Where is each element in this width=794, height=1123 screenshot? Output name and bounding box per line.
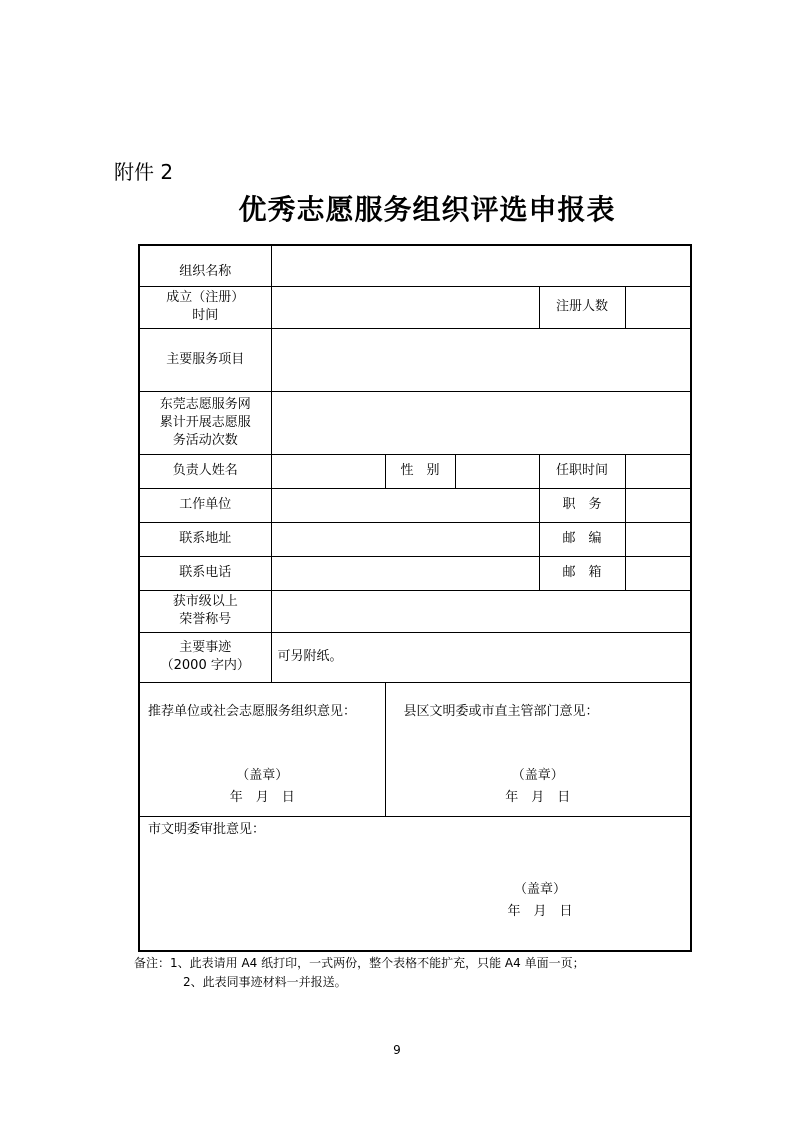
field-work-unit[interactable]: [271, 488, 539, 522]
note-line-2: 2、此表同事迹材料一并报送。: [183, 975, 347, 989]
field-deeds[interactable]: 可另附纸。: [271, 632, 691, 682]
field-email[interactable]: [625, 556, 691, 590]
city-opinion-cell[interactable]: [139, 816, 691, 951]
label-leader-name: 负责人姓名: [139, 454, 271, 488]
label-tenure: 任职时间: [539, 454, 625, 488]
label-postcode: 邮 编: [539, 522, 625, 556]
district-seal: （盖章）: [511, 767, 564, 783]
label-founded: 成立（注册） 时间: [139, 286, 271, 328]
label-reg-count: 注册人数: [539, 286, 625, 328]
label-honors: 获市级以上 荣誉称号: [139, 590, 271, 632]
city-seal: （盖章）: [513, 881, 566, 897]
field-founded[interactable]: [271, 286, 539, 328]
form-title: 优秀志愿服务组织评选申报表: [238, 193, 616, 226]
label-main-projects: 主要服务项目: [139, 328, 271, 391]
label-work-unit: 工作单位: [139, 488, 271, 522]
label-org-name: 组织名称: [139, 245, 271, 286]
note-line-1: 备注：1、此表请用 A4 纸打印，一式两份，整个表格不能扩充，只能 A4 单面一页；: [134, 956, 585, 970]
label-email: 邮 箱: [539, 556, 625, 590]
field-reg-count[interactable]: [625, 286, 691, 328]
recommend-opinion-label: 推荐单位或社会志愿服务组织意见：: [148, 703, 357, 719]
label-gender: 性 别: [385, 454, 455, 488]
recommend-opinion-cell[interactable]: [139, 682, 385, 816]
field-gender[interactable]: [455, 454, 539, 488]
application-form-table: [138, 244, 692, 952]
notes: [134, 954, 585, 992]
label-deeds: 主要事迹 （2000 字内）: [139, 632, 271, 682]
label-activity-count: 东莞志愿服务网 累计开展志愿服 务活动次数: [139, 391, 271, 454]
city-opinion-label: 市文明委审批意见：: [148, 821, 266, 837]
field-phone[interactable]: [271, 556, 539, 590]
recommend-date: 年 月 日: [229, 789, 295, 805]
field-main-projects[interactable]: [271, 328, 691, 391]
label-phone: 联系电话: [139, 556, 271, 590]
label-position: 职 务: [539, 488, 625, 522]
field-leader-name[interactable]: [271, 454, 385, 488]
field-activity-count[interactable]: [271, 391, 691, 454]
field-honors[interactable]: [271, 590, 691, 632]
city-date: 年 月 日: [507, 903, 573, 919]
page-number: 9: [393, 1043, 401, 1057]
field-position[interactable]: [625, 488, 691, 522]
district-opinion-cell[interactable]: [385, 682, 691, 816]
field-address[interactable]: [271, 522, 539, 556]
district-date: 年 月 日: [505, 789, 571, 805]
attachment-label: 附件 2: [114, 160, 174, 184]
label-address: 联系地址: [139, 522, 271, 556]
field-postcode[interactable]: [625, 522, 691, 556]
field-tenure[interactable]: [625, 454, 691, 488]
recommend-seal: （盖章）: [236, 767, 289, 783]
district-opinion-label: 县区文明委或市直主管部门意见：: [403, 703, 599, 719]
field-org-name[interactable]: [271, 245, 691, 286]
